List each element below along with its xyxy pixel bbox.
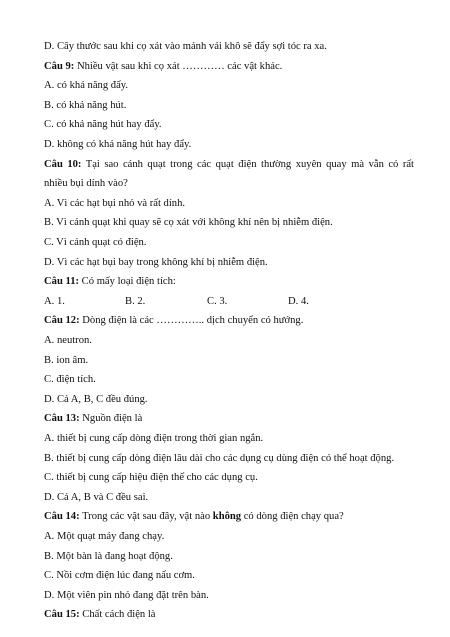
answer-option: A. 1. bbox=[44, 296, 65, 307]
answer-option: B. thiết bị cung cấp dòng điện lâu dài cho các dụng cụ dùng điện có thể hoạt động. bbox=[44, 453, 395, 464]
question-text: Trong các vật sau đây, vật nào bbox=[79, 511, 213, 522]
question-15 bbox=[44, 608, 414, 621]
answer-option: A. thiết bị cung cấp dòng điện trong thời gian ngắn. bbox=[44, 433, 264, 444]
answer-option: C. 3. bbox=[207, 296, 228, 307]
answer-option: D. Vì các hạt bụi bay trong không khí bị nhiễm điện. bbox=[44, 257, 268, 268]
answer-option: D. Một viên pin nhỏ đang đặt trên bàn. bbox=[44, 590, 209, 601]
answer-option: C. điện tích. bbox=[44, 374, 96, 385]
answer-option: A. neutron. bbox=[44, 335, 92, 346]
answer-option: C. Vì cánh quạt có điện. bbox=[44, 237, 147, 248]
question-label: Câu 14: bbox=[44, 511, 80, 522]
question-label: Câu 11: bbox=[44, 276, 80, 287]
question-13 bbox=[44, 412, 414, 425]
question-text: Nguồn điện là bbox=[79, 413, 143, 424]
question-text: có dòng điện chạy qua? bbox=[241, 511, 344, 522]
question-label: Câu 15: bbox=[44, 609, 80, 620]
answer-option: A. Một quạt máy đang chạy. bbox=[44, 531, 165, 542]
question-label: Câu 10: bbox=[44, 159, 82, 170]
answer-option: C. có khả năng hút hay đẩy. bbox=[44, 119, 162, 130]
question-10 bbox=[44, 158, 414, 171]
question-text: Chất cách điện là bbox=[79, 609, 156, 620]
answer-option: C. Nồi cơm điện lúc đang nấu cơm. bbox=[44, 570, 195, 581]
question-14 bbox=[44, 510, 414, 523]
answer-option: B. có khả năng hút. bbox=[44, 100, 127, 111]
answer-option: D. Cả A, B, C đều đúng. bbox=[44, 394, 148, 405]
answer-option: D. không có khả năng hút hay đẩy. bbox=[44, 139, 192, 150]
answer-option: A. có khả năng đẩy. bbox=[44, 80, 129, 91]
question-9 bbox=[44, 60, 414, 73]
answer-option: A. Vì các hạt bụi nhỏ và rất dính. bbox=[44, 198, 186, 209]
question-11 bbox=[44, 275, 414, 288]
answer-option: D. 4. bbox=[288, 296, 309, 307]
question-label: Câu 12: bbox=[44, 315, 80, 326]
question-emphasis: không bbox=[212, 511, 242, 522]
question-12 bbox=[44, 314, 414, 327]
answer-option: B. Vì cánh quạt khi quay sẽ cọ xát với không khí nên bị nhiễm điện. bbox=[44, 217, 333, 228]
answer-option: D. Cả A, B và C đều sai. bbox=[44, 492, 149, 503]
answer-option: B. Một bàn là đang hoạt động. bbox=[44, 551, 173, 562]
question-label: Câu 9: bbox=[44, 61, 75, 72]
answer-option: B. ion âm. bbox=[44, 355, 89, 366]
answer-option: B. 2. bbox=[125, 296, 146, 307]
question-text: Có mấy loại điện tích: bbox=[79, 276, 176, 287]
question-label: Câu 13: bbox=[44, 413, 80, 424]
question-text: Nhiều vật sau khi cọ xát ………… các vật khác. bbox=[74, 61, 283, 72]
answer-option: C. thiết bị cung cấp hiệu điện thế cho các dụng cụ. bbox=[44, 472, 258, 483]
question-text: Dòng điện là các ………….. dịch chuyển có hướng. bbox=[79, 315, 304, 326]
answer-option: nhiều bụi dính vào? bbox=[44, 178, 128, 189]
answer-option: D. Cây thước sau khi cọ xát vào mảnh vải khô sẽ đẩy sợi tóc ra xa. bbox=[44, 41, 327, 52]
question-text: Tại sao cánh quạt trong các quạt điện thường xuyên quay mà vẫn có rất bbox=[81, 159, 415, 170]
